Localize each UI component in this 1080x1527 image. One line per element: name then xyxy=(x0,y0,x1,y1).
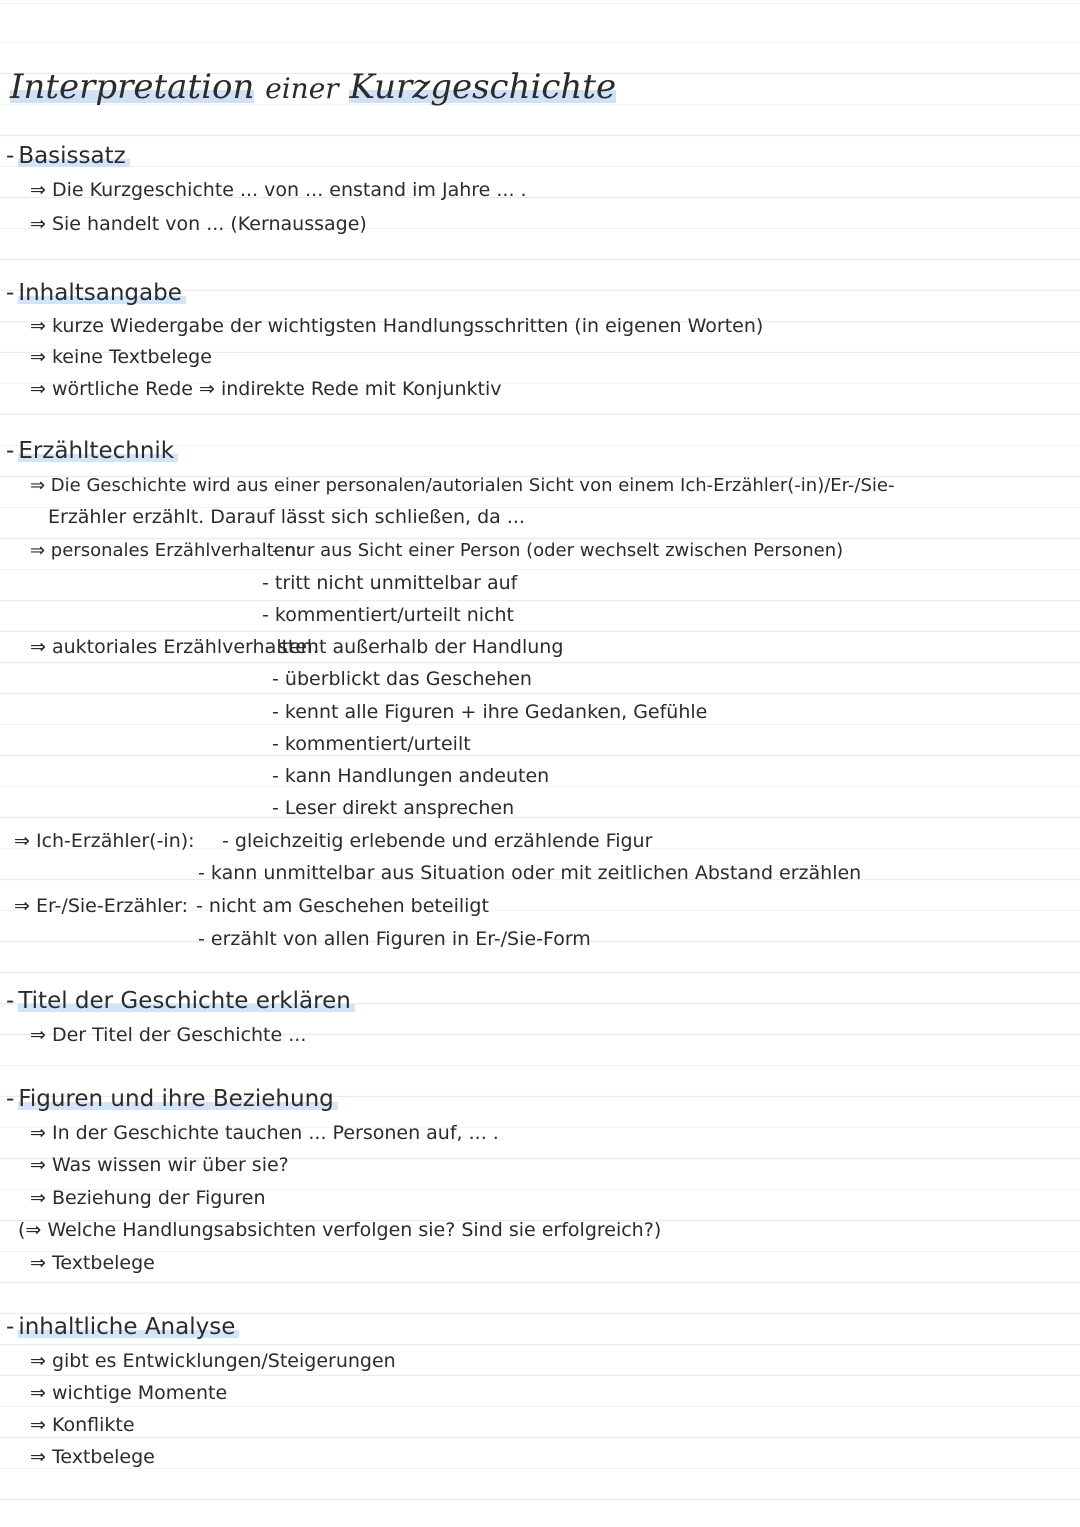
figuren-line-4: (⇒ Welche Handlungsabsichten verfolgen sie? Sind sie erfolgreich?) xyxy=(18,1219,662,1241)
ersie-label: ⇒ Er-/Sie-Erzähler: xyxy=(14,895,189,917)
ich-item-2: - kann unmittelbar aus Situation oder mit zeitlichen Abstand erzählen xyxy=(198,862,862,884)
heading-dash: - xyxy=(6,438,15,464)
figuren-line-5: ⇒ Textbelege xyxy=(30,1252,155,1274)
ersie-item-1: - nicht am Geschehen beteiligt xyxy=(196,895,489,917)
personal-label: ⇒ personales Erzählverhalten: xyxy=(30,540,303,561)
heading-titel xyxy=(6,990,355,1013)
inhaltsangabe-line-3: ⇒ wörtliche Rede ⇒ indirekte Rede mit Konjunktiv xyxy=(30,378,502,400)
heading-titel-text: Titel der Geschichte erklären xyxy=(18,988,354,1014)
analyse-line-4: ⇒ Textbelege xyxy=(30,1446,155,1468)
heading-figuren xyxy=(6,1088,338,1111)
erzaehltechnik-intro-2: Erzähler erzählt. Darauf lässt sich schließen, da ... xyxy=(48,506,525,528)
heading-dash: - xyxy=(6,988,15,1014)
basissatz-line-1: ⇒ Die Kurzgeschichte ... von ... enstand im Jahre ... . xyxy=(30,179,527,201)
ich-label: ⇒ Ich-Erzähler(-in): xyxy=(14,830,195,852)
heading-erzaehltechnik-text: Erzähltechnik xyxy=(18,438,178,464)
auktorial-item-6: - Leser direkt ansprechen xyxy=(272,797,515,819)
figuren-line-1: ⇒ In der Geschichte tauchen ... Personen auf, ... . xyxy=(30,1122,499,1144)
heading-dash: - xyxy=(6,280,15,306)
ersie-item-2: - erzählt von allen Figuren in Er-/Sie-Form xyxy=(198,928,591,950)
auktorial-item-3: - kennt alle Figuren + ihre Gedanken, Gefühle xyxy=(272,701,708,723)
heading-erzaehltechnik xyxy=(6,440,178,463)
title-word-interpretation: Interpretation xyxy=(10,67,255,107)
personal-item-1: - nur aus Sicht einer Person (oder wechselt zwischen Personen) xyxy=(272,540,844,561)
analyse-line-2: ⇒ wichtige Momente xyxy=(30,1382,228,1404)
basissatz-line-2: ⇒ Sie handelt von ... (Kernaussage) xyxy=(30,213,367,235)
heading-figuren-text: Figuren und ihre Beziehung xyxy=(18,1086,337,1112)
auktorial-label: ⇒ auktoriales Erzählverhalten: xyxy=(30,636,320,658)
page-title xyxy=(10,67,617,107)
ich-item-1: - gleichzeitig erlebende und erzählende Figur xyxy=(222,830,653,852)
auktorial-item-4: - kommentiert/urteilt xyxy=(272,733,471,755)
personal-item-2: - tritt nicht unmittelbar auf xyxy=(262,572,518,594)
heading-basissatz-text: Basissatz xyxy=(18,143,129,169)
heading-inhaltsangabe xyxy=(6,282,186,305)
personal-item-3: - kommentiert/urteilt nicht xyxy=(262,604,514,626)
auktorial-item-2: - überblickt das Geschehen xyxy=(272,668,532,690)
analyse-line-1: ⇒ gibt es Entwicklungen/Steigerungen xyxy=(30,1350,396,1372)
title-word-kurzgeschichte: Kurzgeschichte xyxy=(349,67,617,107)
erzaehltechnik-intro-1: ⇒ Die Geschichte wird aus einer personalen/autorialen Sicht von einem Ich-Erzähler(-in)/Er-/Sie- xyxy=(30,475,895,496)
analyse-line-3: ⇒ Konflikte xyxy=(30,1414,135,1436)
figuren-line-3: ⇒ Beziehung der Figuren xyxy=(30,1187,266,1209)
titel-line-1: ⇒ Der Titel der Geschichte ... xyxy=(30,1024,307,1046)
inhaltsangabe-line-1: ⇒ kurze Wiedergabe der wichtigsten Handlungsschritten (in eigenen Worten) xyxy=(30,315,764,337)
heading-dash: - xyxy=(6,143,15,169)
title-word-einer: einer xyxy=(265,72,339,105)
auktorial-item-1: - steht außerhalb der Handlung xyxy=(265,636,564,658)
heading-analyse xyxy=(6,1316,239,1339)
heading-basissatz xyxy=(6,145,130,168)
auktorial-item-5: - kann Handlungen andeuten xyxy=(272,765,550,787)
inhaltsangabe-line-2: ⇒ keine Textbelege xyxy=(30,346,212,368)
heading-dash: - xyxy=(6,1314,15,1340)
heading-dash: - xyxy=(6,1086,15,1112)
figuren-line-2: ⇒ Was wissen wir über sie? xyxy=(30,1154,289,1176)
heading-inhaltsangabe-text: Inhaltsangabe xyxy=(18,280,186,306)
heading-analyse-text: inhaltliche Analyse xyxy=(18,1314,239,1340)
